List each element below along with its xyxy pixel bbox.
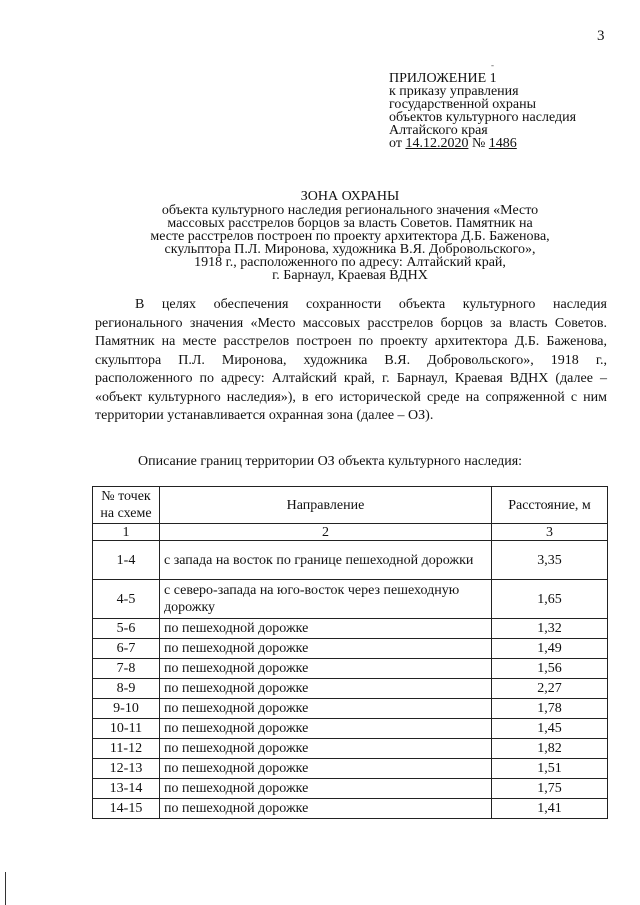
table-header-row: [93, 487, 608, 524]
table-row: [93, 719, 608, 739]
cell-direction: с запада на восток по границе пешеходной дорожки: [160, 541, 492, 580]
cell-direction: по пешеходной дорожке: [160, 679, 492, 699]
cell-distance: 1,41: [492, 799, 608, 819]
cell-distance: 1,65: [492, 580, 608, 619]
appendix-line: государственной охраны: [389, 97, 537, 112]
appendix-date-line: [389, 137, 629, 150]
table-row: [93, 699, 608, 719]
cell-distance: 2,27: [492, 679, 608, 699]
appendix-line: объектов культурного наследия: [389, 110, 577, 125]
cell-distance: 1,75: [492, 779, 608, 799]
cell-distance: 1,78: [492, 699, 608, 719]
cell-points: 11-12: [93, 739, 160, 759]
cell-distance: 1,49: [492, 639, 608, 659]
cell-points: 13-14: [93, 779, 160, 799]
cell-direction: по пешеходной дорожке: [160, 759, 492, 779]
table-row: [93, 659, 608, 679]
cell-points: 6-7: [93, 639, 160, 659]
zone-heading: [100, 190, 600, 282]
zone-line: массовых расстрелов борцов за власть Советов. Памятник на: [167, 216, 533, 231]
cell-direction: по пешеходной дорожке: [160, 779, 492, 799]
header-direction: Направление: [160, 487, 492, 524]
table-row: [93, 639, 608, 659]
cell-distance: 1,45: [492, 719, 608, 739]
appendix-header: [389, 72, 629, 150]
cell-distance: 1,32: [492, 619, 608, 639]
column-number: 1: [93, 524, 160, 541]
table-row: [93, 799, 608, 819]
cell-points: 1-4: [93, 541, 160, 580]
boundary-table: [92, 486, 608, 819]
body-paragraph: В целях обеспечения сохранности объекта культурного наследия регионального значения «Место массовых расстрелов борцов за власть Советов. Памятник на месте расстрелов построен по проекту архитектора Д.Б. Баженова, скульптора П.Л. Миронова, художника В.Я. Добровольского», 1918 г., расположенного по адресу: Алтайский край, г. Барнаул, Краевая ВДНХ (далее – «объект культурного наследия»), в его исторической среде на сопряженной с ним территории устанавливается охранная зона (далее – ОЗ).: [95, 297, 607, 423]
appendix-line: к приказу управления: [389, 84, 519, 99]
order-number: 1486: [488, 136, 517, 151]
table-caption: Описание границ территории ОЗ объекта культурного наследия:: [138, 454, 523, 469]
zone-line: 1918 г., расположенного по адресу: Алтайский край,: [194, 255, 506, 270]
column-number: 2: [160, 524, 492, 541]
cell-direction: по пешеходной дорожке: [160, 799, 492, 819]
cell-points: 12-13: [93, 759, 160, 779]
table-row: [93, 580, 608, 619]
table-row: [93, 759, 608, 779]
cell-direction: с северо-запада на юго-восток через пешеходную дорожку: [160, 580, 492, 619]
cell-direction: по пешеходной дорожке: [160, 639, 492, 659]
cell-distance: 1,56: [492, 659, 608, 679]
cell-points: 10-11: [93, 719, 160, 739]
zone-line: г. Барнаул, Краевая ВДНХ: [272, 268, 428, 283]
cell-points: 4-5: [93, 580, 160, 619]
scan-mark: -: [491, 60, 494, 70]
appendix-title: ПРИЛОЖЕНИЕ 1: [389, 71, 497, 86]
order-date: 14.12.2020: [405, 136, 469, 151]
table-row: [93, 541, 608, 580]
cell-points: 7-8: [93, 659, 160, 679]
table-row: [93, 779, 608, 799]
cell-points: 5-6: [93, 619, 160, 639]
cell-points: 9-10: [93, 699, 160, 719]
column-number: 3: [492, 524, 608, 541]
scan-edge-line: [5, 872, 6, 905]
zone-line: скульптора П.Л. Миронова, художника В.Я. Добровольского»,: [164, 242, 536, 257]
appendix-line: Алтайского края: [389, 123, 488, 138]
header-distance: Расстояние, м: [492, 487, 608, 524]
cell-direction: по пешеходной дорожке: [160, 699, 492, 719]
zone-line: месте расстрелов построен по проекту архитектора Д.Б. Баженова,: [150, 229, 550, 244]
number-label: №: [471, 136, 486, 151]
cell-direction: по пешеходной дорожке: [160, 739, 492, 759]
zone-line: объекта культурного наследия регионального значения «Место: [161, 203, 539, 218]
cell-distance: 1,82: [492, 739, 608, 759]
cell-direction: по пешеходной дорожке: [160, 619, 492, 639]
zone-title: ЗОНА ОХРАНЫ: [300, 189, 400, 204]
cell-direction: по пешеходной дорожке: [160, 659, 492, 679]
cell-points: 8-9: [93, 679, 160, 699]
table-row: [93, 619, 608, 639]
column-number-row: [93, 524, 608, 541]
page-number: 3: [597, 28, 605, 44]
table-row: [93, 679, 608, 699]
date-prefix: от: [389, 136, 402, 151]
cell-distance: 1,51: [492, 759, 608, 779]
cell-points: 14-15: [93, 799, 160, 819]
body-paragraph-block: [95, 296, 607, 426]
header-points: № точек на схеме: [93, 487, 160, 524]
cell-direction: по пешеходной дорожке: [160, 719, 492, 739]
cell-distance: 3,35: [492, 541, 608, 580]
table-row: [93, 739, 608, 759]
